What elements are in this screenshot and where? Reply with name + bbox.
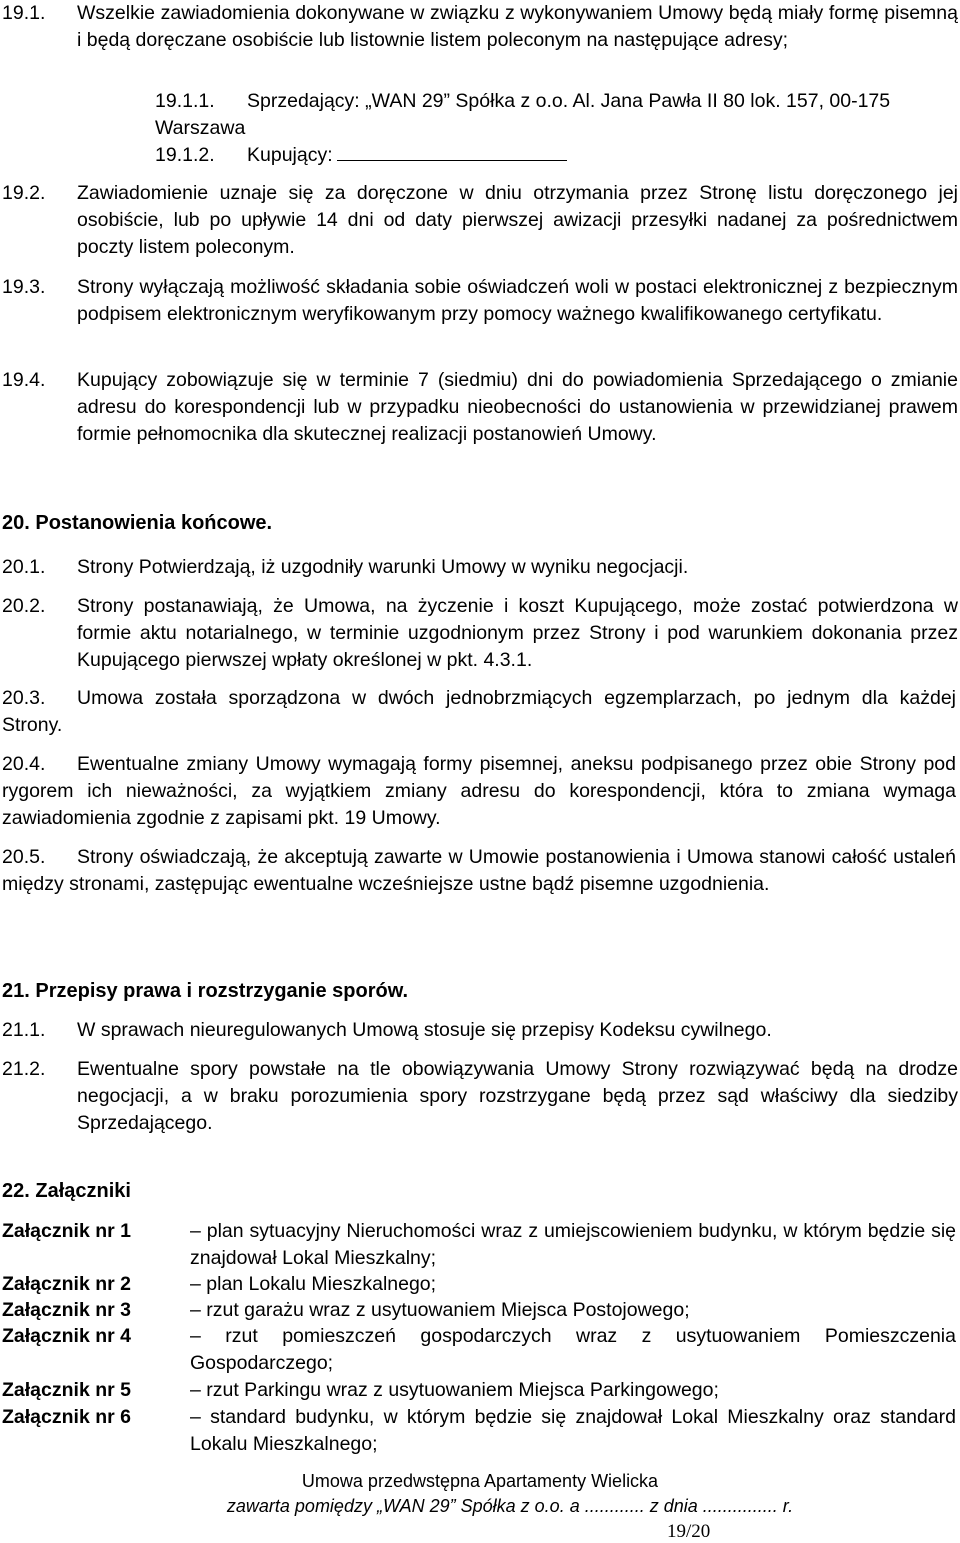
clause-text: Wszelkie zawiadomienia dokonywane w związku z wykonywaniem Umowy będą miały formę pisemną i będą doręczane osobiście lub listownie listem poleconym na następujące adresy; — [77, 2, 958, 51]
attachment-description: – plan sytuacyjny Nieruchomości wraz z umiejscowieniem budynku, w którym będzie się znajdował Lokal Mieszkalny; — [190, 1220, 956, 1269]
clause-number: 20.1. — [2, 556, 46, 578]
clause-19-3 — [0, 274, 958, 355]
clause-text: Ewentualne zmiany Umowy wymagają formy pisemnej, aneksu podpisanego przez obie Strony pod rygorem ich nieważności, za wyjątkiem zmiany adresu do korespondencji, która to zmiana wymaga zawiadomienia zgodnie z zapisami pkt. 19 Umowy. — [2, 753, 956, 829]
clause-text: Sprzedający: „WAN 29” Spółka z o.o. Al. Jana Pawła II 80 lok. 157, 00-175 Warszawa — [155, 90, 891, 139]
clause-number: 19.1. — [2, 2, 46, 24]
clause-number: 19.4. — [2, 369, 46, 391]
clause-19-2 — [0, 180, 958, 261]
clause-19-1-1 — [155, 88, 955, 142]
clause-text: Zawiadomienie uznaje się za doręczone w dniu otrzymania przez Stronę listu doręczonego jej osobiście, lub po upływie 14 dni od daty pierwszej awizacji przesyłki nadanej za pośrednictwem poczty listem poleconym. — [77, 182, 958, 258]
attachment-label: Załącznik nr 5 — [2, 1379, 131, 1401]
clause-text: Kupujący: — [247, 144, 333, 166]
clause-20-4 — [2, 751, 956, 832]
clause-19-1 — [0, 0, 958, 81]
attachment-description: – rzut pomieszczeń gospodarczych wraz z usytuowaniem Pomieszczenia Gospodarczego; — [190, 1325, 956, 1374]
clause-19-1-2 — [155, 142, 955, 169]
clause-21-2 — [0, 1056, 958, 1137]
attachment-description: – rzut garażu wraz z usytuowaniem Miejsca Postojowego; — [190, 1299, 690, 1321]
clause-number: 21.1. — [2, 1019, 46, 1041]
clause-number: 20.4. — [2, 753, 46, 775]
clause-number: 19.1.1. — [155, 90, 215, 112]
attachment-label: Załącznik nr 3 — [2, 1299, 131, 1321]
footer-title: Umowa przedwstępna Apartamenty Wielicka — [301, 1471, 659, 1491]
clause-number: 19.3. — [2, 276, 46, 298]
attachment-description: – plan Lokalu Mieszkalnego; — [190, 1273, 437, 1295]
clause-20-5 — [2, 844, 956, 898]
attachment-label: Załącznik nr 2 — [2, 1273, 131, 1295]
clause-number: 19.1.2. — [155, 144, 215, 166]
footer-subtitle: zawarta pomiędzy „WAN 29” Spółka z o.o. a ............ z dnia ............... r. — [226, 1496, 794, 1516]
clause-number: 20.5. — [2, 846, 46, 868]
clause-number: 21.2. — [2, 1058, 46, 1080]
attachment-label: Załącznik nr 6 — [2, 1406, 131, 1428]
clause-text: Strony oświadczają, że akceptują zawarte w Umowie postanowienia i Umowa stanowi całość ustaleń między stronami, zastępując ewentualne wcześniejsze ustne bądź pisemne uzgodnienia. — [2, 846, 956, 895]
section-heading-20: 20. Postanowienia końcowe. — [2, 512, 273, 534]
clause-text: Ewentualne spory powstałe na tle obowiązywania Umowy Strony rozwiązywać będą na drodze negocjacji, a w braku porozumienia spory rozstrzygane będą przez sąd właściwy dla siedziby Sprzedającego. — [77, 1058, 958, 1134]
clause-text: Strony postanawiają, że Umowa, na życzenie i koszt Kupującego, może zostać potwierdzona w formie aktu notarialnego, w terminie uzgodnionym przez Strony i pod warunkiem dokonania przez Kupującego pierwszej wpłaty określonej w pkt. 4.3.1. — [77, 595, 958, 671]
section-heading-21: 21. Przepisy prawa i rozstrzyganie sporów. — [2, 980, 409, 1002]
page-number: 19/20 — [667, 1521, 711, 1542]
clause-number: 20.2. — [2, 595, 46, 617]
clause-number: 19.2. — [2, 182, 46, 204]
clause-text: Strony Potwierdzają, iż uzgodniły warunki Umowy w wyniku negocjacji. — [77, 556, 689, 578]
clause-text: Kupujący zobowiązuje się w terminie 7 (siedmiu) dni do powiadomienia Sprzedającego o zmianie adresu do korespondencji lub w przypadku nieobecności do ustanowienia w przewidzianej prawem formie pełnomocnika dla skutecznej realizacji postanowień Umowy. — [77, 369, 958, 445]
clause-number: 20.3. — [2, 687, 46, 709]
attachment-label: Załącznik nr 1 — [2, 1220, 131, 1242]
clause-20-1 — [0, 554, 958, 581]
clause-20-3 — [2, 685, 956, 739]
attachment-label: Załącznik nr 4 — [2, 1325, 131, 1347]
blank-field-line — [337, 142, 567, 161]
clause-19-4 — [0, 367, 958, 475]
attachment-description: – rzut Parkingu wraz z usytuowaniem Miejsca Parkingowego; — [190, 1379, 719, 1401]
clause-text: Strony wyłączają możliwość składania sobie oświadczeń woli w postaci elektronicznej z bezpiecznym podpisem elektronicznym weryfikowanym przy pomocy ważnego kwalifikowanego certyfikatu. — [77, 276, 958, 325]
clause-text: W sprawach nieuregulowanych Umową stosuje się przepisy Kodeksu cywilnego. — [77, 1019, 772, 1041]
clause-text: Umowa została sporządzona w dwóch jednobrzmiących egzemplarzach, po jednym dla każdej Strony. — [2, 687, 956, 736]
clause-20-2 — [0, 593, 958, 674]
clause-21-1 — [0, 1017, 958, 1044]
section-heading-22: 22. Załączniki — [2, 1180, 131, 1202]
attachment-description: – standard budynku, w którym będzie się znajdował Lokal Mieszkalny oraz standard Lokalu Mieszkalnego; — [190, 1406, 956, 1455]
